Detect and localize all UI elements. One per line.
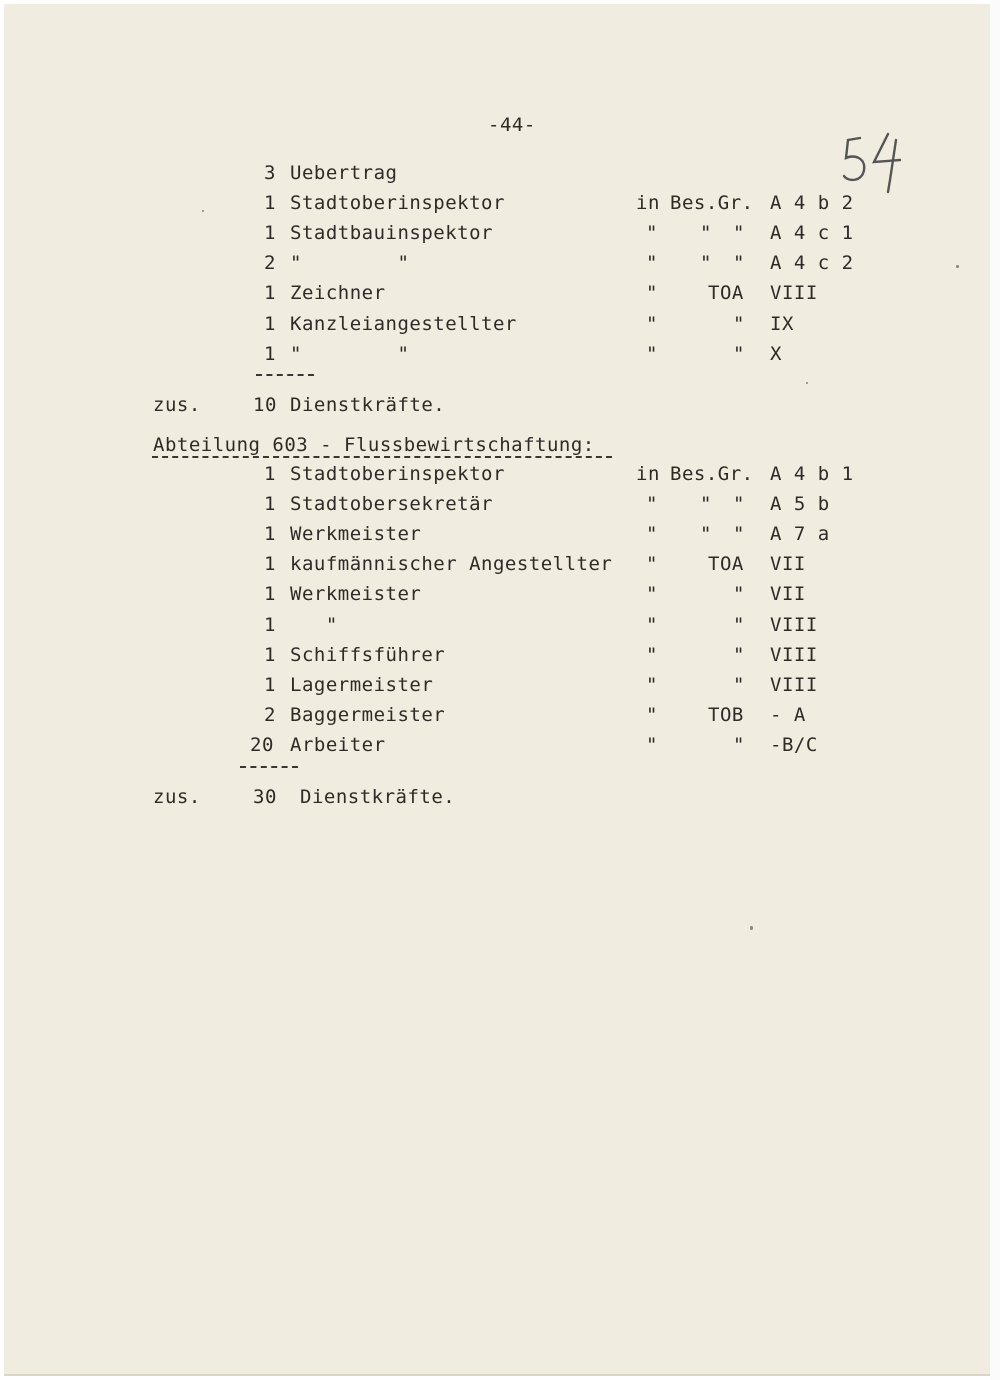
row-col-ditto: " bbox=[733, 523, 745, 546]
row-count: 2 bbox=[264, 703, 276, 726]
row-grade: A 4 b 1 bbox=[770, 463, 854, 485]
row-title: " " bbox=[290, 342, 410, 365]
sum-rule-1 bbox=[256, 374, 314, 376]
row-count: 3 bbox=[264, 162, 276, 184]
row-title: " " bbox=[290, 252, 410, 275]
row-grade: IX bbox=[770, 312, 794, 335]
row-title: Stadtobersekretär bbox=[290, 493, 493, 516]
row-col-ditto: " bbox=[733, 252, 745, 275]
row-col-in: " bbox=[646, 673, 658, 696]
row-col-in: " bbox=[646, 613, 658, 636]
row-count: 1 bbox=[264, 523, 276, 546]
row-col-in: " bbox=[646, 222, 658, 245]
total-label-2: zus. bbox=[153, 786, 201, 808]
row-col-in: " bbox=[646, 553, 658, 576]
row-col-in: " bbox=[646, 583, 658, 606]
row-col-in: " bbox=[646, 282, 658, 305]
row-col-in: in bbox=[636, 192, 660, 215]
page-number: -44- bbox=[488, 114, 536, 136]
total-count-1: 10 bbox=[253, 394, 277, 416]
row-col-ditto: " bbox=[733, 342, 745, 365]
row-count: 1 bbox=[264, 643, 276, 666]
row-col-in: " bbox=[646, 733, 658, 756]
scan-margin bbox=[990, 0, 1000, 1380]
row-col-group: TOA bbox=[708, 553, 744, 576]
row-col-group: Bes.Gr. bbox=[670, 463, 754, 485]
row-grade: A 4 b 2 bbox=[770, 192, 854, 215]
row-col-in: " bbox=[646, 493, 658, 516]
row-col-ditto: " bbox=[733, 673, 745, 696]
row-title: Arbeiter bbox=[290, 733, 386, 756]
row-col-ditto: " bbox=[733, 643, 745, 666]
row-col-in: " bbox=[646, 523, 658, 546]
row-col-in: " bbox=[646, 252, 658, 275]
row-title: Stadtbauinspektor bbox=[290, 222, 493, 245]
row-col-ditto: " bbox=[733, 733, 745, 756]
handwritten-folio-number bbox=[838, 128, 908, 198]
paper-speck bbox=[806, 382, 808, 384]
row-grade: VII bbox=[770, 583, 806, 606]
paper-speck bbox=[202, 210, 204, 212]
row-grade: A 5 b bbox=[770, 493, 830, 516]
row-title: kaufmännischer Angestellter bbox=[290, 553, 613, 576]
row-count: 1 bbox=[264, 312, 276, 335]
row-grade: VII bbox=[770, 553, 806, 576]
row-grade: A 4 c 2 bbox=[770, 252, 854, 275]
row-title: Uebertrag bbox=[290, 162, 398, 184]
row-grade: A 7 a bbox=[770, 523, 830, 546]
row-count: 1 bbox=[264, 583, 276, 606]
row-title: " bbox=[290, 613, 338, 636]
row-grade: VIII bbox=[770, 673, 818, 696]
row-title: Werkmeister bbox=[290, 523, 422, 546]
row-grade: -B/C bbox=[770, 733, 818, 756]
row-col-in: " bbox=[646, 312, 658, 335]
row-col-group: Bes.Gr. bbox=[670, 192, 754, 215]
row-col-in: in bbox=[636, 463, 660, 485]
row-col-ditto: " bbox=[733, 312, 745, 335]
row-col-group: " bbox=[700, 252, 712, 275]
row-title: Werkmeister bbox=[290, 583, 422, 606]
row-col-group: " bbox=[700, 523, 712, 546]
row-count: 1 bbox=[264, 673, 276, 696]
paper-speck bbox=[956, 265, 959, 268]
sum-rule-2 bbox=[240, 766, 298, 768]
row-col-group: " bbox=[700, 222, 712, 245]
paper-speck bbox=[750, 926, 753, 930]
row-count: 20 bbox=[250, 733, 274, 756]
row-count: 1 bbox=[264, 192, 276, 215]
row-count: 1 bbox=[264, 463, 276, 485]
section-heading: Abteilung 603 - Flussbewirtschaftung: bbox=[153, 434, 595, 456]
row-count: 1 bbox=[264, 222, 276, 245]
row-col-ditto: " bbox=[733, 222, 745, 245]
total-count-2: 30 bbox=[253, 786, 277, 808]
row-title: Baggermeister bbox=[290, 703, 446, 726]
row-count: 1 bbox=[264, 553, 276, 576]
row-count: 1 bbox=[264, 342, 276, 365]
row-count: 1 bbox=[264, 493, 276, 516]
row-grade: VIII bbox=[770, 282, 818, 305]
row-col-in: " bbox=[646, 703, 658, 726]
total-label-1: zus. bbox=[153, 394, 201, 416]
row-grade: VIII bbox=[770, 613, 818, 636]
row-grade: VIII bbox=[770, 643, 818, 666]
row-grade: X bbox=[770, 342, 782, 365]
row-col-group: TOA bbox=[708, 282, 744, 305]
row-col-group: TOB bbox=[708, 703, 744, 726]
row-count: 2 bbox=[264, 252, 276, 275]
row-grade: A 4 c 1 bbox=[770, 222, 854, 245]
row-col-ditto: " bbox=[733, 613, 745, 636]
row-col-ditto: " bbox=[733, 583, 745, 606]
row-col-group: " bbox=[700, 493, 712, 516]
row-title: Stadtoberinspektor bbox=[290, 463, 505, 485]
row-count: 1 bbox=[264, 613, 276, 636]
row-title: Lagermeister bbox=[290, 673, 434, 696]
row-count: 1 bbox=[264, 282, 276, 305]
row-col-in: " bbox=[646, 643, 658, 666]
row-title: Kanzleiangestellter bbox=[290, 312, 517, 335]
row-title: Schiffsführer bbox=[290, 643, 446, 666]
total-text-1: Dienstkräfte. bbox=[290, 394, 446, 416]
row-title: Zeichner bbox=[290, 282, 386, 305]
row-col-in: " bbox=[646, 342, 658, 365]
heading-underline bbox=[152, 456, 612, 458]
row-grade: - A bbox=[770, 703, 806, 726]
total-text-2: Dienstkräfte. bbox=[300, 786, 456, 808]
row-title: Stadtoberinspektor bbox=[290, 192, 505, 215]
row-col-ditto: " bbox=[733, 493, 745, 516]
